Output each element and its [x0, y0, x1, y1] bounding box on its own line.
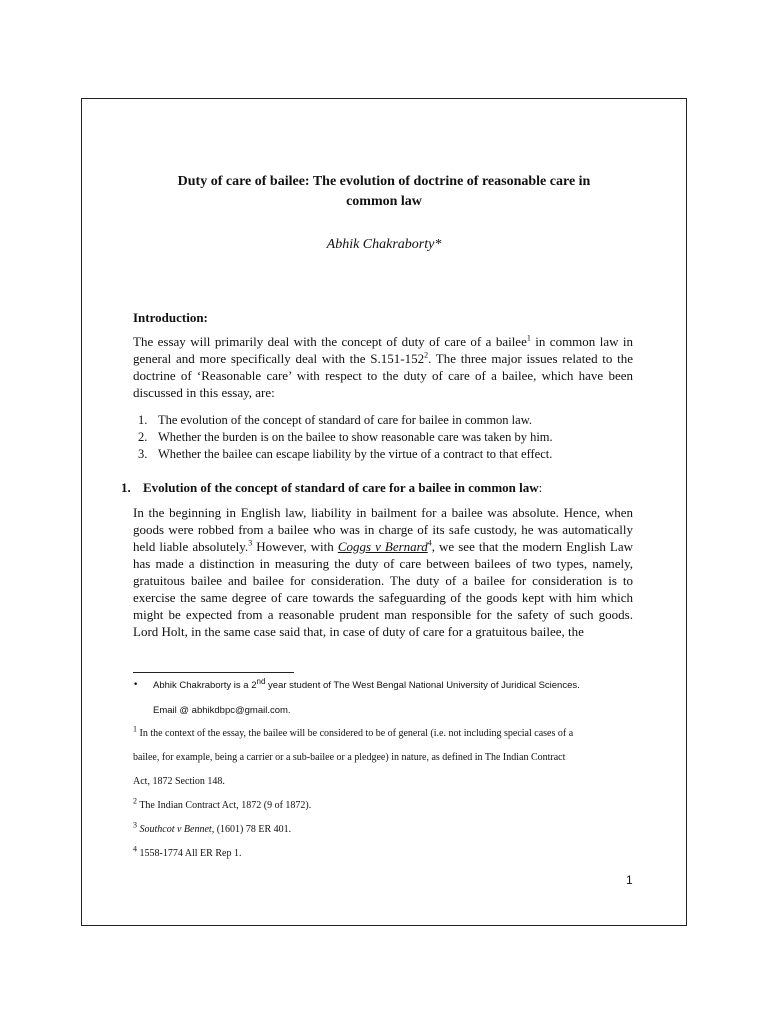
footnote-ref-4: 4 [427, 538, 432, 548]
section-1-heading [121, 480, 641, 496]
intro-text-2: in common law in general and more specifically deal with the S.151-152 [133, 334, 633, 366]
intro-text-3: . The three major issues related to the doctrine of ‘Reasonable care’ with respect to the duty of care of a bailee, which have been discussed in this essay, are: [133, 351, 633, 400]
list-item [138, 446, 638, 463]
title-line-2: common law [346, 194, 422, 209]
author-footnote-text: Abhik Chakraborty is a 2 [153, 680, 257, 691]
footnote-text: , (1601) 78 ER 401. [211, 824, 292, 835]
footnote-separator [133, 672, 294, 673]
list-item [138, 429, 638, 446]
footnote-text: 1558-1774 All ER Rep 1. [137, 848, 242, 859]
list-item-number: 2. [138, 430, 148, 444]
footnote-4 [133, 842, 633, 866]
list-item-text: Whether the bailee can escape liability by the virtue of a contract to that effect. [158, 447, 553, 461]
section-colon: : [538, 480, 543, 495]
list-item-text: Whether the burden is on the bailee to show reasonable care was taken by him. [158, 430, 553, 444]
footnote-1 [133, 722, 633, 794]
introduction-heading: Introduction: [133, 310, 208, 325]
footnote-text: The Indian Contract Act, 1872 (9 of 1872). [137, 800, 312, 811]
list-item-text: The evolution of the concept of standard of care for bailee in common law. [158, 413, 533, 427]
author-name: Abhik Chakraborty* [326, 237, 442, 252]
footnote-text: In the context of the essay, the bailee will be considered to be of general (i.e. not including special cases of a [137, 728, 574, 739]
bullet-icon: • [133, 680, 139, 690]
footnote-text: bailee, for example, being a carrier or a sub-bailee or a pledgee) in nature, as defined in The Indian Contract [133, 752, 566, 763]
introduction-paragraph [133, 333, 633, 401]
footnote-ref-1: 1 [526, 333, 531, 343]
list-item-number: 3. [138, 447, 148, 461]
intro-text-1: The essay will primarily deal with the concept of duty of care of a bailee [133, 334, 527, 349]
footnote-case: Southcot v Bennet [139, 824, 212, 835]
section-title: Evolution of the concept of standard of care for a bailee in common law [143, 480, 539, 495]
footnote-3 [133, 818, 633, 842]
page-number: 1 [626, 873, 633, 887]
list-item [138, 412, 638, 429]
document-title [120, 172, 648, 212]
footnote-ref-3: 3 [248, 538, 253, 548]
case-citation: Coggs v Bernard [337, 539, 428, 554]
footnote-number: 2 [133, 796, 137, 806]
footnote-number: 3 [133, 820, 137, 830]
footnote-2 [133, 794, 633, 818]
footnote-number: 4 [133, 844, 137, 854]
section-text-2: However, with [252, 539, 338, 554]
footnote-number: 1 [133, 724, 137, 734]
section-text-3: , we see that the modern English Law has made a distinction in measuring the duty of care between bailees of two types, namely, gratuitous bailee and bailee for consideration. The duty of a bailee for consideration is to exercise the same degree of care towards the safeguarding of the goods kept with him which might be expected from a reasonable prudent man responsible for the safety of such goods. Lord Holt, in the same case said that, in case of duty of care for a gratuitous bailee, the [133, 539, 633, 639]
author-footnote-text-2: year student of The West Bengal National University of Juridical Sciences. [265, 680, 580, 691]
author-email: Email @ abhikdbpc@gmail.com. [153, 705, 291, 716]
title-line-1: Duty of care of bailee: The evolution of doctrine of reasonable care in [177, 174, 591, 189]
footnote-text: Act, 1872 Section 148. [133, 776, 225, 787]
issues-list [138, 412, 638, 463]
list-item-number: 1. [138, 413, 148, 427]
section-1-paragraph [133, 504, 633, 640]
section-number: 1. [121, 480, 131, 495]
author-footnote [153, 676, 580, 691]
ordinal-suffix: nd [256, 676, 266, 686]
section-text-1: In the beginning in English law, liability in bailment for a bailee was absolute. Hence, when goods were robbed from a bailee who was in charge of its safe custody, he was automatically held liable absolutely. [133, 505, 633, 554]
footnote-ref-2: 2 [424, 350, 429, 360]
